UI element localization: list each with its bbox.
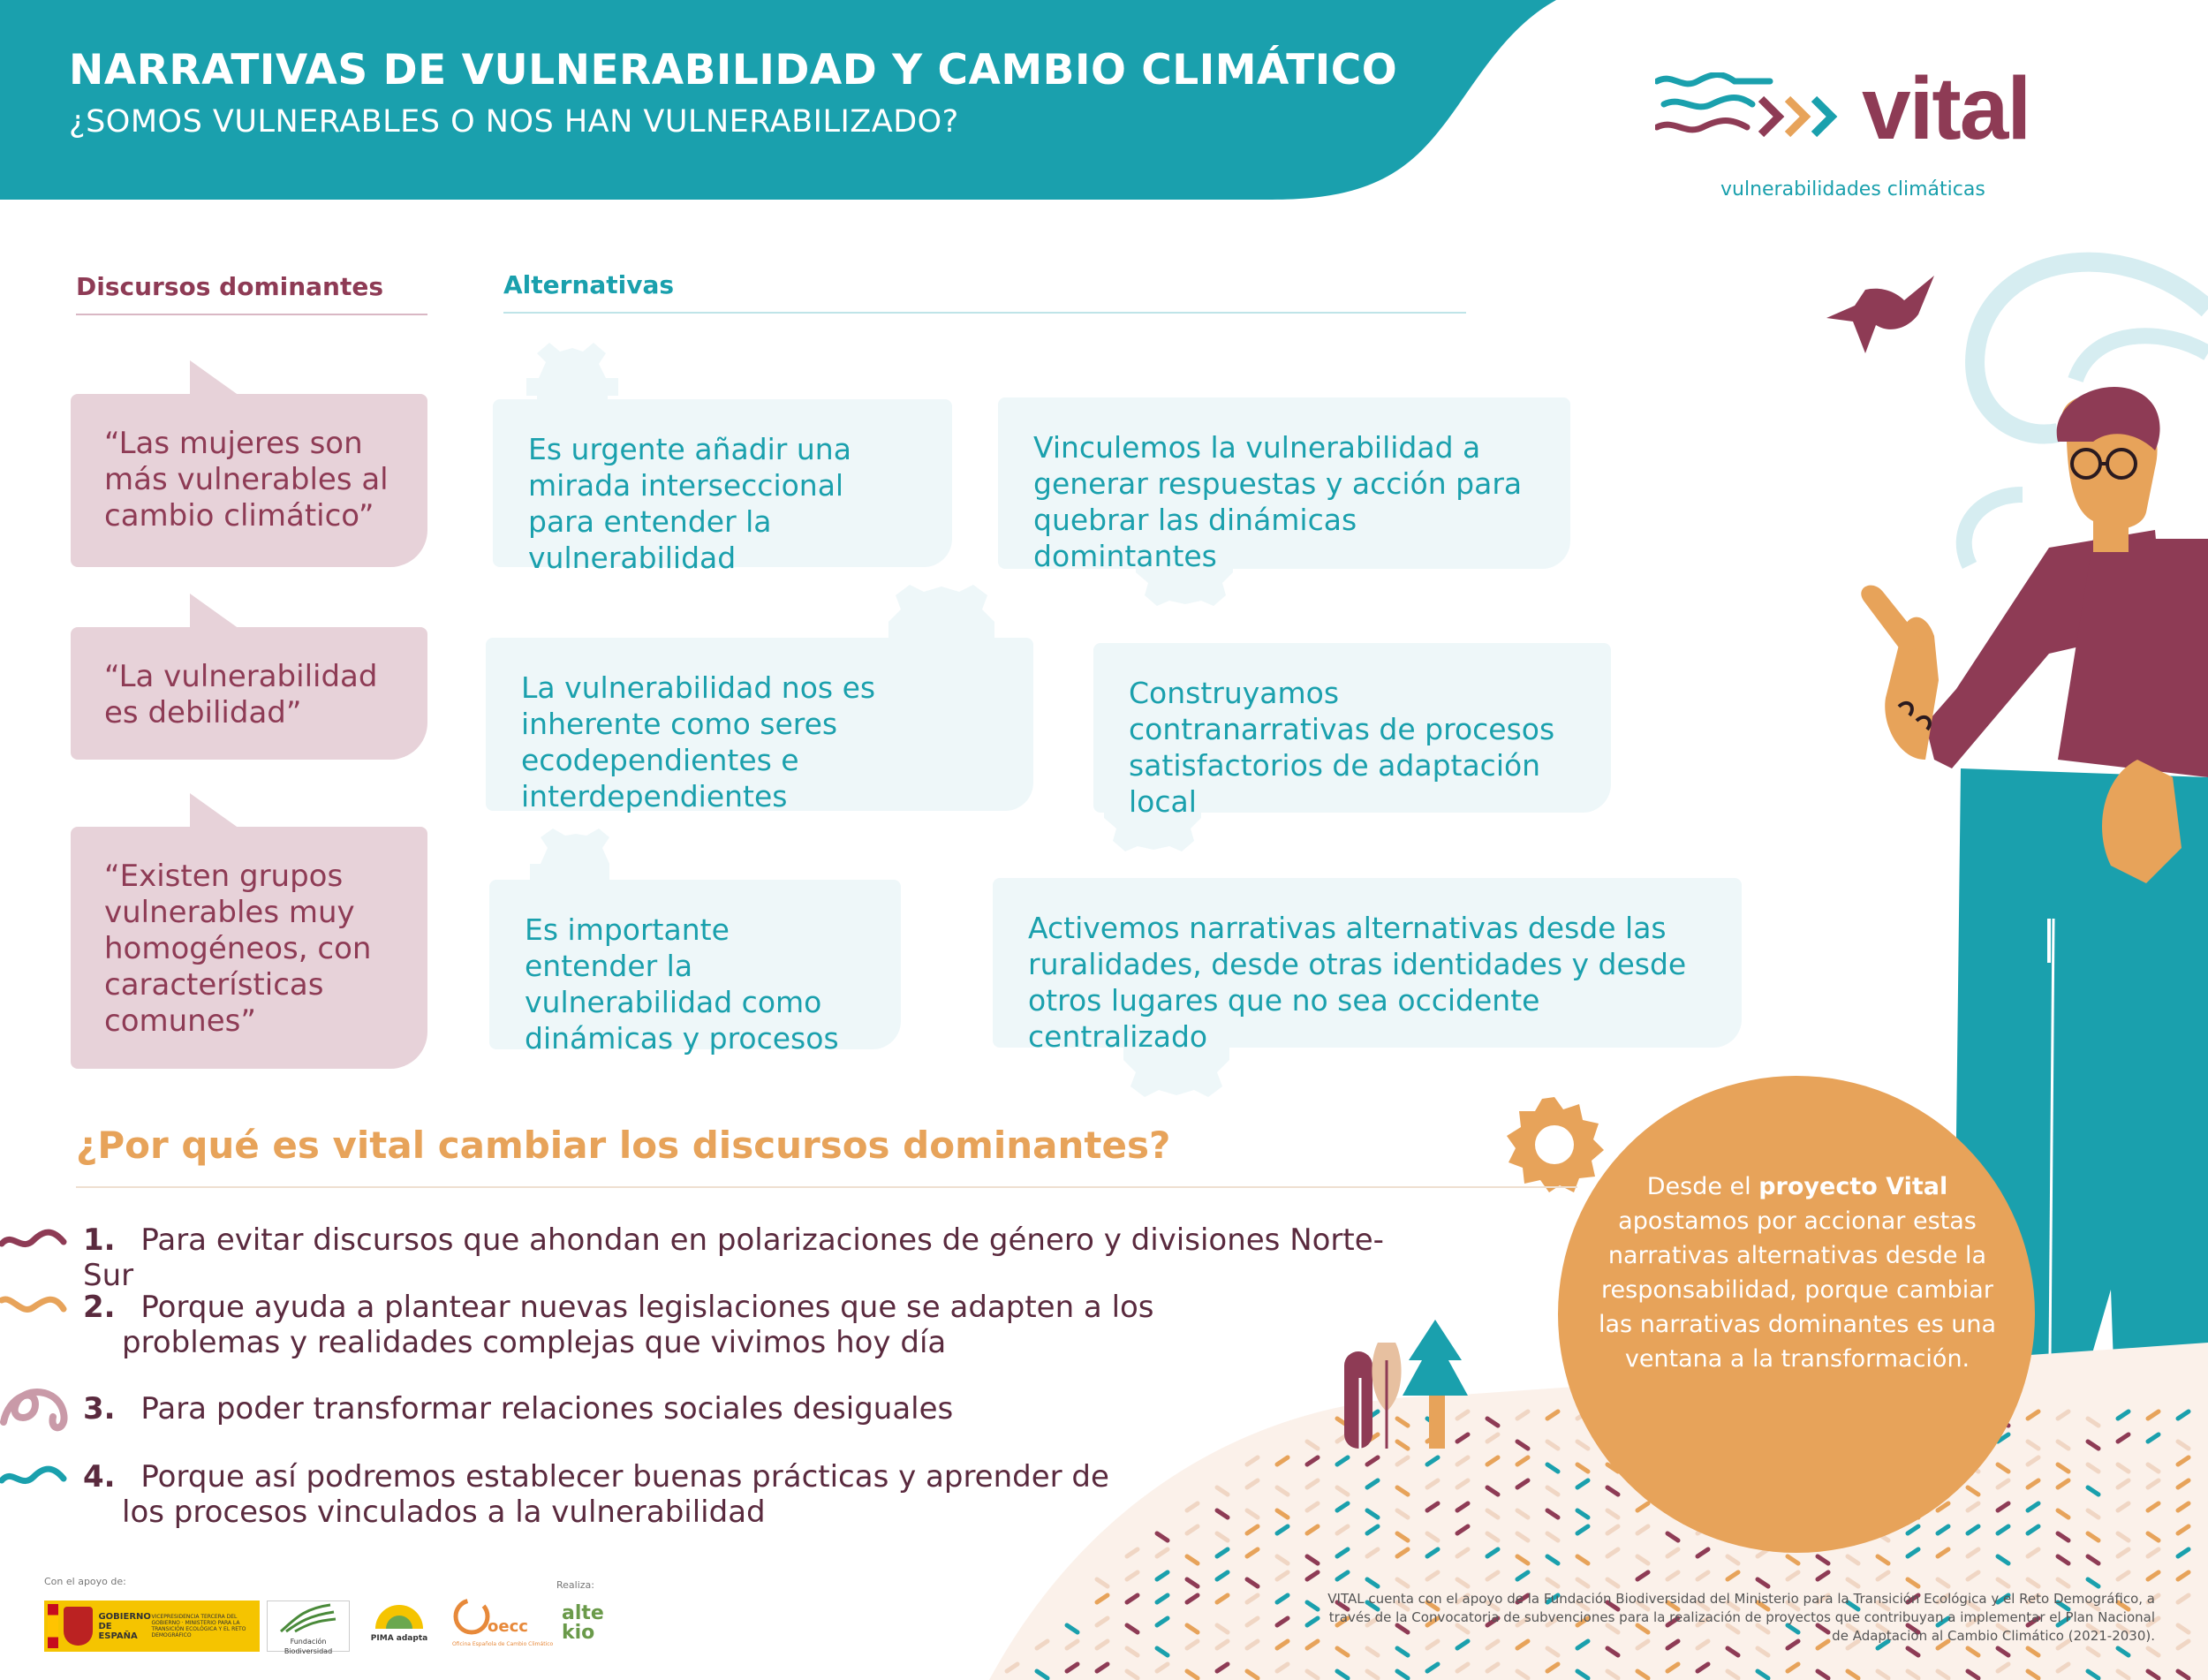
alternative-bubble-4 [1093,643,1611,819]
why-item-text: Para poder transformar relaciones sociales desiguales [140,1391,954,1426]
oecc-logo [452,1597,554,1652]
oecc-sub-label: Oficina Española de Cambio Climático [452,1641,554,1647]
page-subtitle: ¿SOMOS VULNERABLES O NOS HAN VULNERABILIZADO? [69,104,959,140]
gobierno-espana-logo [44,1601,260,1652]
alternative-text-5: Es importante entender la vulnerabilidad como dinámicas y procesos [525,912,839,1056]
highlight-circle-text [1599,1169,1996,1376]
oecc-ring-icon [452,1597,491,1636]
alternative-text-3: La vulnerabilidad nos es inherente como seres ecodependientes e interdependientes [521,670,876,814]
vital-logo-text: vital [1862,59,2030,158]
dominant-bubble-2 [71,627,427,760]
alternatives-heading: Alternativas [503,270,1466,314]
coat-of-arms-icon [64,1607,94,1646]
alternative-bubble-3 [486,638,1033,814]
squiggle-icon [0,1464,67,1491]
why-item-number: 4. [83,1459,116,1495]
dominant-discourses-heading: Discursos dominantes [76,272,427,315]
alternative-text-2: Vinculemos la vulnerabilidad a generar respuestas y acción para quebrar las dinámicas domintantes [1033,430,1523,573]
grass-icon [277,1601,339,1633]
why-item-number: 3. [83,1391,116,1426]
alternative-text-6: Activemos narrativas alternativas desde las ruralidades, desde otras identidades y desde otros lugares que no sea occidente centralizado [1028,911,1687,1054]
funding-credit: VITAL cuenta con el apoyo de la Fundación Biodiversidad del Ministerio para la Transición Ecológica y el Reto Demográfico, a través de la Convocatoria de subvenciones para la realización de proyectos que contribuyan a implementar el Plan Nacional de Adaptación al Cambio Climático (2021-2030). [1327,1591,2155,1644]
why-item-2 [83,1290,1267,1360]
alternative-bubble-5 [489,880,901,1056]
why-item-number: 1. [83,1222,116,1258]
squiggle-icon [0,1378,71,1440]
flag-icon [48,1604,58,1648]
why-item-4 [83,1459,1143,1530]
squiggle-icon [0,1228,67,1254]
pima-adapta-logo [364,1601,435,1652]
why-divider [76,1186,1577,1188]
circle-text-bold: proyecto Vital [1758,1173,1948,1200]
dominant-text-2: “La vulnerabilidad es debilidad” [104,659,378,730]
realiza-label: Realiza: [556,1579,594,1591]
squiggle-icon [0,1291,67,1318]
why-item-1 [83,1222,1408,1293]
circle-text-end: apostamos por accionar estas narrativas alternativas desde la responsabilidad, porque cambiar las narrativas dominantes es una ventana a la transformación. [1599,1207,1996,1373]
why-item-text: Porque así podremos establecer buenas prácticas y aprender de los procesos vinculados a la vulnerabilidad [122,1459,1109,1530]
alternative-bubble-1 [493,399,952,575]
fundacion-biodiversidad-logo [267,1601,350,1655]
sun-icon [368,1601,430,1631]
page-title: NARRATIVAS DE VULNERABILIDAD Y CAMBIO CLIMÁTICO [69,46,1398,95]
dominant-text-3: “Existen grupos vulnerables muy homogéneos, con características comunes” [104,859,372,1039]
alternative-text-4: Construyamos contranarrativas de procesos satisfactorios de adaptación local [1129,676,1555,819]
pima-label: PIMA adapta [370,1634,428,1643]
support-label: Con el apoyo de: [44,1576,126,1587]
ministerio-label: VICEPRESIDENCIA TERCERA DEL GOBIERNO · MINISTERIO PARA LA TRANSICIÓN ECOLÓGICA Y EL RETO DEMOGRÁFICO [151,1614,246,1638]
fundacion-label: Fundación Biodiversidad [284,1638,333,1655]
circle-text-start: Desde el [1646,1173,1759,1200]
gobierno-label: GOBIERNO DE ESPAÑA [98,1611,151,1641]
why-item-number: 2. [83,1290,116,1325]
dominant-text-1: “Las mujeres son más vulnerables al cambio climático” [104,426,389,534]
dominant-bubble-1 [71,394,427,567]
why-heading: ¿Por qué es vital cambiar los discursos dominantes? [76,1124,1171,1167]
trees-illustration [1325,1307,1493,1457]
gear-icon [1501,1092,1607,1198]
why-item-text: Porque ayuda a plantear nuevas legislaciones que se adapten a los problemas y realidades complejas que vivimos hoy día [122,1290,1154,1360]
alternative-bubble-2 [998,397,1570,573]
why-item-3 [83,1391,1320,1426]
alternative-text-1: Es urgente añadir una mirada interseccional para entender la vulnerabilidad [528,432,851,575]
dominant-bubble-3 [71,827,427,1069]
alternative-bubble-6 [993,878,1742,1054]
vital-logo-tagline: vulnerabilidades climáticas [1720,178,1985,201]
why-item-text: Para evitar discursos que ahondan en polarizaciones de género y divisiones Norte-Sur [83,1222,1384,1293]
vital-logo-mark-icon [1655,72,1858,143]
altekio-logo: altekio [562,1602,604,1644]
oecc-label: oecc [488,1617,528,1636]
